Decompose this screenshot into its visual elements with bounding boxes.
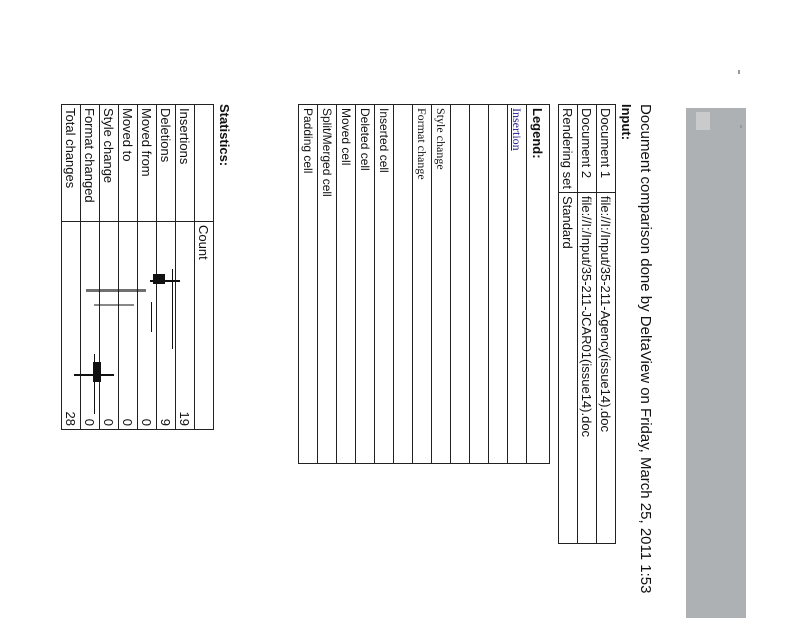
- stat-count: 28: [62, 222, 81, 430]
- stat-label: Style change: [100, 105, 119, 222]
- table-row: [157, 105, 176, 430]
- scan-speck: [738, 70, 740, 74]
- page-title: Document comparison done by DeltaView on Friday, March 25, 2011 1:53: [637, 104, 654, 594]
- scan-shadow-band: [686, 108, 746, 618]
- stat-label: Deletions: [157, 105, 176, 222]
- legend-insertion: Insertion: [510, 108, 525, 151]
- legend-cell-item: Split/Merged cell: [318, 105, 337, 464]
- input-heading: Input:: [619, 104, 634, 141]
- table-row: [176, 105, 195, 430]
- legend-format-change: Format change: [413, 105, 432, 464]
- table-row: [597, 105, 616, 544]
- stat-count: 0: [138, 222, 157, 430]
- legend-cell-item: Deleted cell: [356, 105, 375, 464]
- legend-blank-row: [394, 105, 413, 464]
- legend-blank-row: [489, 105, 508, 464]
- stat-label: Format changed: [81, 105, 100, 222]
- input-value: file://I:/Input/35-211-JCAR01(issue14).doc: [578, 192, 597, 543]
- statistics-table: [61, 104, 214, 430]
- statistics-heading: Statistics:: [217, 104, 232, 167]
- legend-cell-item: Padding cell: [299, 105, 318, 464]
- rotated-page: [54, 104, 654, 624]
- legend-cell-item: Inserted cell: [375, 105, 394, 464]
- legend-heading: Legend:: [527, 105, 550, 464]
- table-row: [559, 105, 578, 544]
- legend-blank-row: [470, 105, 489, 464]
- scan-smudge: [696, 112, 710, 130]
- table-row: [578, 105, 597, 544]
- stat-count: 0: [100, 222, 119, 430]
- legend-cell-item: Moved cell: [337, 105, 356, 464]
- table-row: [195, 105, 214, 430]
- scribble-mark: [94, 354, 95, 414]
- stat-label: Moved from: [138, 105, 157, 222]
- table-row: [138, 105, 157, 430]
- legend-table: [298, 104, 550, 464]
- table-row: [100, 105, 119, 430]
- legend-style-change: Style change: [432, 105, 451, 464]
- scribble-mark: [153, 274, 165, 284]
- table-row: [119, 105, 138, 430]
- input-label: Document 1: [597, 105, 616, 193]
- stat-count: 19: [176, 222, 195, 430]
- scribble-mark: [94, 304, 134, 306]
- stat-label: Insertions: [176, 105, 195, 222]
- input-label: Document 2: [578, 105, 597, 193]
- scribble-mark: [86, 289, 146, 292]
- input-value: Standard: [559, 192, 578, 543]
- stat-label: Total changes: [62, 105, 81, 222]
- stat-count: 9: [157, 222, 176, 430]
- scribble-mark: [150, 280, 180, 282]
- stat-count: 0: [119, 222, 138, 430]
- input-label: Rendering set: [559, 105, 578, 193]
- input-value: file://I:/Input/35-211-Agency(issue14).doc: [597, 192, 616, 543]
- scan-speck: [740, 125, 742, 128]
- scribble-mark: [151, 302, 152, 332]
- stat-label: Moved to: [119, 105, 138, 222]
- statistics-blank-header: [195, 105, 214, 222]
- legend-blank-row: [451, 105, 470, 464]
- input-table: [558, 104, 616, 544]
- stat-count: 0: [81, 222, 100, 430]
- count-header: Count: [195, 222, 214, 430]
- table-row: [62, 105, 81, 430]
